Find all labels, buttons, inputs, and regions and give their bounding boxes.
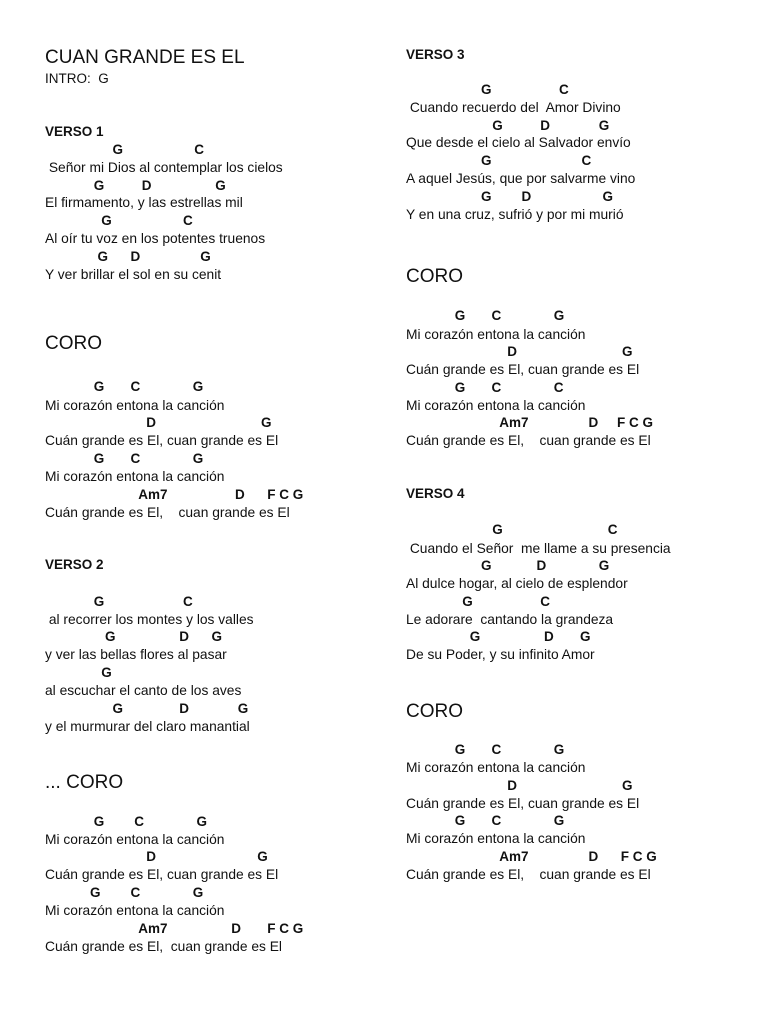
lyric-line: A aquel Jesús, que por salvarme vino bbox=[406, 171, 636, 186]
verse-heading: VERSO 4 bbox=[406, 486, 465, 501]
lyric-line: De su Poder, y su infinito Amor bbox=[406, 647, 595, 662]
lyric-line: al recorrer los montes y los valles bbox=[45, 612, 254, 627]
chord-line: G D G bbox=[406, 189, 614, 204]
lyric-line: El firmamento, y las estrellas mil bbox=[45, 195, 243, 210]
chord-line: G D G bbox=[406, 118, 610, 133]
chord-line: D G bbox=[406, 344, 633, 359]
lyric-line: Y ver brillar el sol en su cenit bbox=[45, 267, 222, 282]
lyric-line: Mi corazón entona la canción bbox=[406, 327, 586, 342]
chord-line: G C bbox=[45, 213, 193, 228]
verse-heading: VERSO 3 bbox=[406, 47, 465, 62]
chord-line: G C G bbox=[45, 451, 204, 466]
lyric-line: Mi corazón entona la canción bbox=[406, 398, 586, 413]
lyric-line: Cuán grande es El, cuan grande es El bbox=[45, 505, 290, 520]
chorus-heading: CORO bbox=[45, 333, 102, 354]
lyric-line: Cuán grande es El, cuan grande es El bbox=[45, 433, 279, 448]
chord-line: G C bbox=[406, 522, 618, 537]
chord-line: Am7 D F C G bbox=[45, 487, 304, 502]
lyric-line: Señor mi Dios al contemplar los cielos bbox=[45, 160, 283, 175]
chord-line: G C G bbox=[45, 814, 208, 829]
lyric-line: Cuán grande es El, cuan grande es El bbox=[406, 433, 651, 448]
chord-line: G bbox=[45, 665, 112, 680]
chord-line: G D G bbox=[45, 629, 223, 644]
chord-line: G C C bbox=[406, 380, 564, 395]
chord-line: G C bbox=[45, 142, 205, 157]
chord-line: G C bbox=[406, 153, 592, 168]
chord-line: G C bbox=[45, 594, 193, 609]
lyric-line: Mi corazón entona la canción bbox=[406, 760, 586, 775]
lyric-line: Mi corazón entona la canción bbox=[45, 903, 225, 918]
lyric-line: Le adorare cantando la grandeza bbox=[406, 612, 614, 627]
lyric-line: Cuando el Señor me llame a su presencia bbox=[406, 541, 671, 556]
lyric-line: Cuán grande es El, cuan grande es El bbox=[45, 867, 279, 882]
lyric-line: Mi corazón entona la canción bbox=[45, 832, 225, 847]
chorus-heading: ... CORO bbox=[45, 772, 124, 793]
chord-line: G C G bbox=[45, 885, 204, 900]
intro-line: INTRO: G bbox=[45, 71, 109, 86]
verse-heading: VERSO 2 bbox=[45, 557, 104, 572]
chord-line: D G bbox=[45, 849, 268, 864]
song-title: CUAN GRANDE ES EL bbox=[45, 47, 245, 68]
chord-line: G D G bbox=[45, 249, 211, 264]
lyric-line: Y en una cruz, sufrió y por mi murió bbox=[406, 207, 624, 222]
chord-line: Am7 D F C G bbox=[406, 415, 654, 430]
chord-line: G D G bbox=[406, 558, 610, 573]
lyric-line: Al oír tu voz en los potentes truenos bbox=[45, 231, 266, 246]
chorus-heading: CORO bbox=[406, 266, 463, 287]
lyric-line: Cuán grande es El, cuan grande es El bbox=[406, 362, 640, 377]
lyric-line: Cuán grande es El, cuan grande es El bbox=[45, 939, 282, 954]
lyric-line: Que desde el cielo al Salvador envío bbox=[406, 135, 631, 150]
lyric-line: al escuchar el canto de los aves bbox=[45, 683, 242, 698]
lyric-line: Mi corazón entona la canción bbox=[45, 469, 225, 484]
chord-line: G C bbox=[406, 594, 551, 609]
chord-line: G D G bbox=[45, 701, 249, 716]
chord-line: G D G bbox=[406, 629, 591, 644]
chorus-heading: CORO bbox=[406, 701, 463, 722]
chord-line: Am7 D F C G bbox=[406, 849, 657, 864]
lyric-line: Mi corazón entona la canción bbox=[45, 398, 225, 413]
chord-line: D G bbox=[406, 778, 633, 793]
chord-line: Am7 D F C G bbox=[45, 921, 304, 936]
chord-line: G D G bbox=[45, 178, 226, 193]
verse-heading: VERSO 1 bbox=[45, 124, 104, 139]
lyric-line: Cuán grande es El, cuan grande es El bbox=[406, 867, 651, 882]
lyric-line: Mi corazón entona la canción bbox=[406, 831, 586, 846]
lyric-line: Cuán grande es El, cuan grande es El bbox=[406, 796, 640, 811]
chord-line: G C G bbox=[45, 379, 204, 394]
lyric-line: y ver las bellas flores al pasar bbox=[45, 647, 227, 662]
chord-line: G C bbox=[406, 82, 569, 97]
chord-line: G C G bbox=[406, 742, 565, 757]
chord-line: D G bbox=[45, 415, 272, 430]
chord-line: G C G bbox=[406, 813, 565, 828]
lyric-line: Al dulce hogar, al cielo de esplendor bbox=[406, 576, 628, 591]
lyric-line: y el murmurar del claro manantial bbox=[45, 719, 250, 734]
chord-line: G C G bbox=[406, 308, 565, 323]
lyric-line: Cuando recuerdo del Amor Divino bbox=[406, 100, 621, 115]
